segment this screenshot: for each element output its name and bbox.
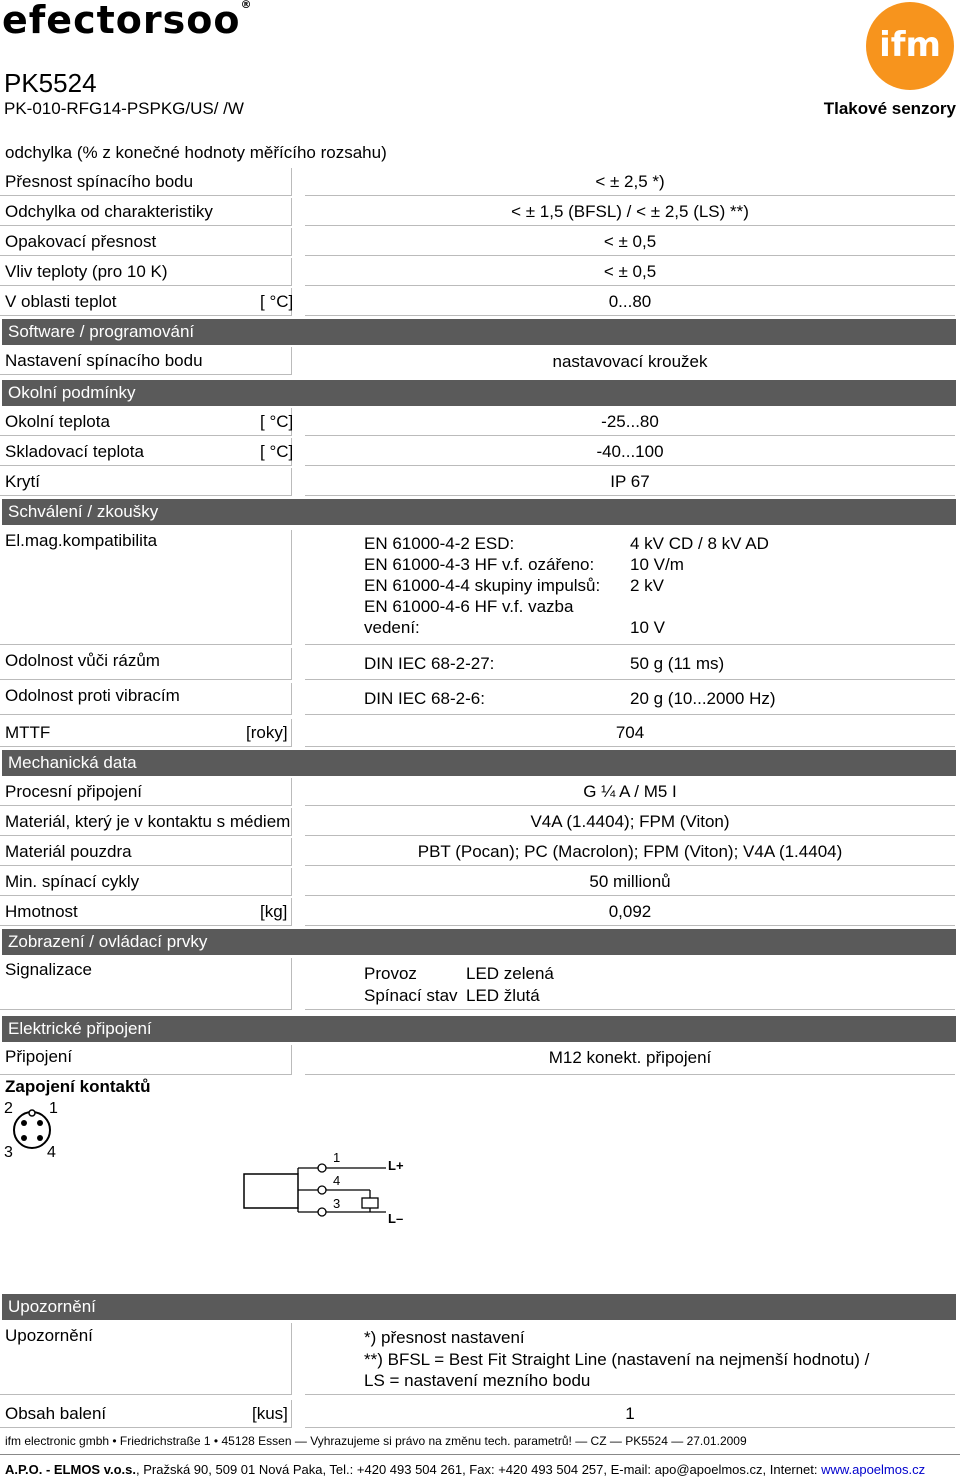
vibration-row: Odolnost proti vibracím DIN IEC 68-2-6: 20 g (10...2000 Hz) (0, 683, 960, 715)
emc-value: 10 V/m (630, 555, 684, 574)
wiring-schematic (240, 1148, 420, 1230)
ifm-logo (864, 0, 956, 92)
spec-row (0, 258, 960, 286)
spec-value: < ± 1,5 (BFSL) / < ± 2,5 (LS) **) (511, 202, 749, 221)
product-subtitle: PK-010-RFG14-PSPKG/US/ /W (4, 99, 244, 118)
spec-row (0, 408, 960, 436)
emc-value: 10 V (630, 618, 665, 637)
spec-row (0, 288, 960, 316)
spec-value: PBT (Pocan); PC (Macrolon); FPM (Viton); V4A (1.4404) (417, 842, 843, 861)
spec-row (0, 168, 960, 196)
supply-plus-label: L+ (388, 1158, 404, 1173)
spec-label: Procesní připojení (5, 782, 143, 801)
spec-unit: [ °C] (260, 442, 294, 461)
wire-number: 3 (333, 1196, 341, 1211)
emc-value: 4 kV CD / 8 kV AD (630, 534, 769, 553)
pin-label: 1 (49, 1100, 58, 1117)
spec-label: V oblasti teplot (5, 292, 117, 311)
row-package-contents: Obsah balení [kus] 1 (0, 1400, 960, 1428)
spec-row (0, 198, 960, 226)
emc-block (0, 530, 960, 645)
spec-unit: [kg] (260, 902, 288, 921)
spec-label: Krytí (5, 472, 40, 491)
spec-label: Okolní teplota (5, 412, 110, 431)
spec-label: Materiál pouzdra (5, 842, 132, 861)
spec-label: Hmotnost (5, 902, 78, 921)
shock-row: Odolnost vůči rázům DIN IEC 68-2-27: 50 g (11 ms) (0, 648, 960, 680)
section-environment: Okolní podmínky (2, 380, 956, 406)
signal-block: Signalizace Provoz LED zelená Spínací stav LED žlutá (0, 958, 960, 1010)
spec-value: < ± 2,5 *) (595, 172, 665, 191)
footer-company-line: ifm electronic gmbh • Friedrichstraße 1 • 45128 Essen — Vyhrazujeme si právo na změnu tech. parametrů! — CZ — PK5524 — 27.01.2009 (5, 1434, 747, 1448)
efector-logo: efectorsoo® (2, 0, 253, 42)
emc-standard: vedení: (364, 618, 420, 637)
spec-label: Materiál, který je v kontaktu s médiem (5, 812, 291, 831)
spec-row (0, 808, 960, 836)
section-software: Software / programování (2, 319, 956, 345)
emc-label: El.mag.kompatibilita (5, 531, 158, 550)
spec-value: -25...80 (601, 412, 659, 431)
spec-row (0, 778, 960, 806)
spec-row (0, 868, 960, 896)
spec-value: G ¼ A / M5 I (583, 782, 677, 801)
ifm-logo-text: ifm (879, 25, 941, 65)
spec-unit: [ °C] (260, 412, 294, 431)
supply-minus-label: L– (388, 1211, 404, 1226)
section-electrical: Elektrické připojení (2, 1016, 956, 1042)
section-approvals: Schválení / zkoušky (2, 499, 956, 525)
row-switch-point-setting: Nastavení spínacího bodu nastavovací kroužek (0, 347, 960, 375)
emc-standard: EN 61000-4-4 skupiny impulsů: (364, 576, 601, 595)
spec-value: < ± 0,5 (603, 262, 657, 281)
wiring-title: Zapojení kontaktů (5, 1077, 151, 1096)
spec-value: IP 67 (610, 472, 650, 491)
spec-row (0, 438, 960, 466)
footer-rule (0, 1454, 960, 1455)
spec-label: Min. spínací cykly (5, 872, 140, 891)
spec-value: -40...100 (596, 442, 664, 461)
spec-value: 0,092 (608, 902, 652, 921)
section-display: Zobrazení / ovládací prvky (2, 929, 956, 955)
spec-row (0, 898, 960, 926)
spec-label: Skladovací teplota (5, 442, 144, 461)
spec-unit: [ °C] (260, 292, 294, 311)
spec-value: < ± 0,5 (603, 232, 657, 251)
spec-label: Vliv teploty (pro 10 K) (5, 262, 168, 281)
wire-number: 4 (333, 1173, 341, 1188)
emc-standard: EN 61000-4-3 HF v.f. ozářeno: (364, 555, 595, 574)
section-mechanical: Mechanická data (2, 750, 956, 776)
pin-label: 4 (47, 1144, 56, 1161)
spec-row (0, 468, 960, 496)
footer-distributor-line: A.P.O. - ELMOS v.o.s., Pražská 90, 509 01 Nová Paka, Tel.: +420 493 504 261, Fax: +420 493 504 257, E-mail: apo@apoelmos.cz, Internet: www.apoelmos.cz (5, 1462, 926, 1477)
spec-label: Odchylka od charakteristiky (5, 202, 213, 221)
spec-value: 50 millionů (589, 872, 671, 891)
spec-value: 0...80 (608, 292, 652, 311)
wire-number: 1 (333, 1150, 341, 1165)
spec-value: V4A (1.4404); FPM (Viton) (530, 812, 730, 831)
distributor-website-link[interactable]: www.apoelmos.cz (821, 1462, 926, 1477)
row-mttf: MTTF [roky] 704 (0, 719, 960, 747)
emc-standard: EN 61000-4-2 ESD: (364, 534, 515, 553)
connection-row: Připojení M12 konekt. připojení (0, 1045, 960, 1075)
product-category: Tlakové senzory (823, 99, 956, 118)
spec-label: Přesnost spínacího bodu (5, 172, 194, 191)
emc-standard: EN 61000-4-6 HF v.f. vazba (364, 597, 574, 616)
product-title: PK5524 (4, 68, 97, 98)
pin-label: 3 (4, 1144, 13, 1161)
warning-block: Upozornění *) přesnost nastavení **) BFSL = Best Fit Straight Line (nastavení na nejmenší hodnotu) / LS = nastavení mezního bodu (0, 1323, 960, 1395)
intro-label: odchylka (% z konečné hodnoty měřícího rozsahu) (5, 143, 387, 162)
section-warning: Upozornění (2, 1294, 956, 1320)
emc-value: 2 kV (630, 576, 665, 595)
spec-row (0, 838, 960, 866)
spec-label: Opakovací přesnost (5, 232, 157, 251)
spec-row (0, 228, 960, 256)
pin-label: 2 (4, 1100, 13, 1117)
